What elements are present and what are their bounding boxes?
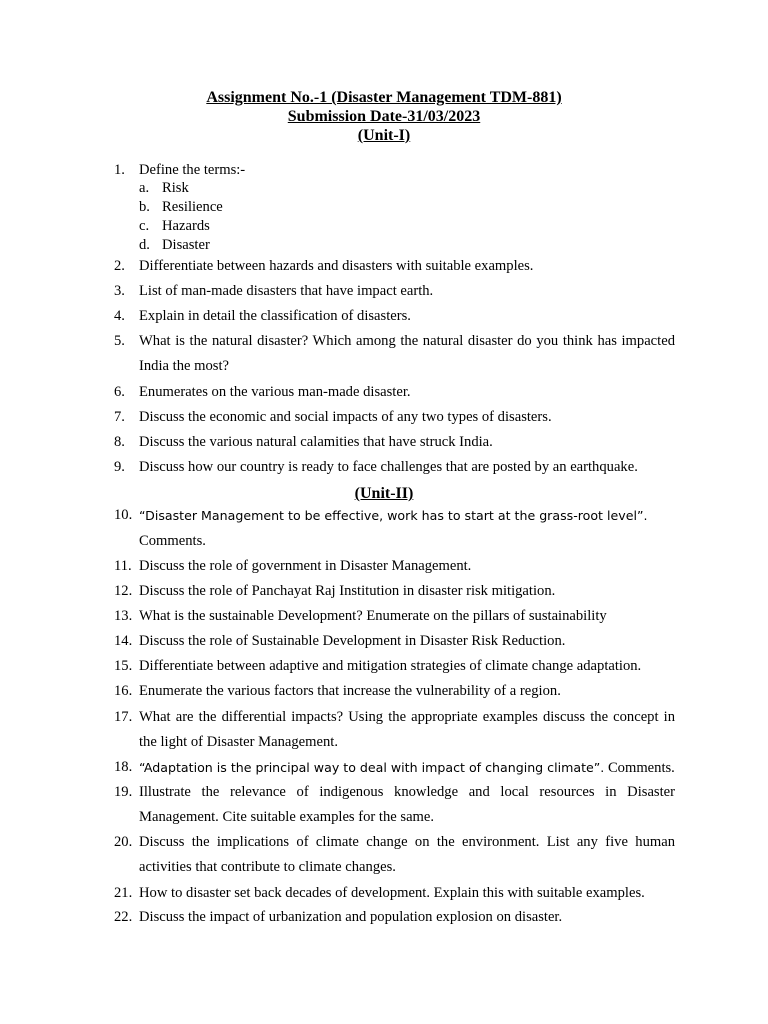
- question-number: 19.: [114, 784, 133, 800]
- question-13: [114, 604, 675, 629]
- question-number: 5.: [114, 333, 125, 349]
- sub-text: Risk: [162, 180, 189, 196]
- question-number: 6.: [114, 384, 125, 400]
- question-text: Illustrate the relevance of indigenous knowledge and local resources in Disaster Management. Cite suitable examples for the same.: [139, 784, 675, 825]
- sub-item-b: [139, 198, 223, 217]
- question-text: Explain in detail the classification of disasters.: [139, 308, 411, 324]
- question-text: Differentiate between hazards and disasters with suitable examples.: [139, 258, 534, 274]
- question-text: Discuss the role of Sustainable Development in Disaster Risk Reduction.: [139, 633, 566, 649]
- unit-2-heading: (Unit-II): [354, 485, 414, 502]
- question-22: [114, 905, 675, 930]
- sub-letter: d.: [139, 237, 150, 253]
- question-number: 22.: [114, 909, 133, 925]
- question-12: [114, 579, 675, 604]
- question-number: 20.: [114, 834, 133, 850]
- question-number: 14.: [114, 633, 133, 649]
- question-number: 4.: [114, 308, 125, 324]
- question-number: 2.: [114, 258, 125, 274]
- sub-item-d: [139, 236, 210, 255]
- question-text-continued: Comments.: [139, 533, 206, 549]
- question-4: [114, 304, 675, 329]
- question-number: 17.: [114, 709, 133, 725]
- question-text: Discuss the economic and social impacts of any two types of disasters.: [139, 409, 552, 425]
- question-7: [114, 405, 675, 430]
- question-8: [114, 430, 675, 455]
- question-text: List of man-made disasters that have impact earth.: [139, 283, 434, 299]
- question-number: 13.: [114, 608, 133, 624]
- question-number: 21.: [114, 885, 133, 901]
- question-3: [114, 279, 675, 304]
- sub-item-c: [139, 217, 210, 236]
- question-number: 16.: [114, 683, 133, 699]
- question-text: Enumerate the various factors that increase the vulnerability of a region.: [139, 683, 561, 699]
- question-number: 18.: [114, 759, 133, 775]
- question-text: What is the sustainable Development? Enumerate on the pillars of sustainability: [139, 608, 607, 624]
- question-21: [114, 881, 675, 906]
- question-quote: “Disaster Management to be effective, work has to start at the grass-root level”.: [139, 508, 648, 523]
- sub-letter: c.: [139, 218, 150, 234]
- sub-item-a: [139, 179, 189, 198]
- sub-letter: a.: [139, 180, 150, 196]
- sub-text: Hazards: [162, 218, 210, 234]
- question-text: What are the differential impacts? Using the appropriate examples discuss the concept in the light of Disaster Management.: [139, 709, 675, 750]
- question-18: [114, 755, 675, 781]
- question-text: Differentiate between adaptive and mitigation strategies of climate change adaptation.: [139, 658, 642, 674]
- question-5: [114, 329, 675, 379]
- question-number: 10.: [114, 507, 133, 523]
- question-text: Enumerates on the various man-made disaster.: [139, 384, 411, 400]
- question-number: 9.: [114, 459, 125, 475]
- question-text: Discuss the role of government in Disaster Management.: [139, 558, 472, 574]
- question-number: 15.: [114, 658, 133, 674]
- sub-text: Disaster: [162, 237, 210, 253]
- question-number: 1.: [114, 162, 125, 178]
- sub-text: Resilience: [162, 199, 223, 215]
- question-20: [114, 830, 675, 880]
- question-number: 7.: [114, 409, 125, 425]
- question-text: [139, 503, 675, 554]
- question-14: [114, 629, 675, 654]
- question-text: What is the natural disaster? Which among the natural disaster do you think has impacted India the most?: [139, 333, 675, 374]
- assignment-title: Assignment No.-1 (Disaster Management TDM-881): [206, 89, 562, 106]
- question-2: [114, 254, 675, 279]
- question-1: [114, 158, 675, 183]
- question-text-continued: Comments.: [604, 760, 675, 776]
- question-16: [114, 679, 675, 704]
- question-text: Define the terms:-: [139, 162, 246, 178]
- sub-letter: b.: [139, 199, 150, 215]
- question-number: 11.: [114, 558, 132, 574]
- question-number: 8.: [114, 434, 125, 450]
- question-17: [114, 705, 675, 755]
- question-text: Discuss the implications of climate change on the environment. List any five human activities that contribute to climate changes.: [139, 834, 675, 875]
- question-text: [139, 755, 675, 781]
- question-text: Discuss the various natural calamities that have struck India.: [139, 434, 493, 450]
- question-number: 3.: [114, 283, 125, 299]
- question-text: Discuss how our country is ready to face challenges that are posted by an earthquake.: [139, 459, 638, 475]
- question-6: [114, 380, 675, 405]
- submission-date: Submission Date-31/03/2023: [287, 108, 481, 125]
- question-text: Discuss the role of Panchayat Raj Institution in disaster risk mitigation.: [139, 583, 556, 599]
- question-quote: “Adaptation is the principal way to deal with impact of changing climate”.: [139, 760, 605, 775]
- question-text: How to disaster set back decades of development. Explain this with suitable examples.: [139, 885, 645, 901]
- question-number: 12.: [114, 583, 133, 599]
- unit-1-heading: (Unit-I): [357, 127, 411, 144]
- question-9: [114, 455, 675, 480]
- question-11: [114, 554, 675, 579]
- question-15: [114, 654, 675, 679]
- question-text: Discuss the impact of urbanization and population explosion on disaster.: [139, 909, 563, 925]
- question-19: [114, 780, 675, 830]
- question-10: [114, 503, 675, 554]
